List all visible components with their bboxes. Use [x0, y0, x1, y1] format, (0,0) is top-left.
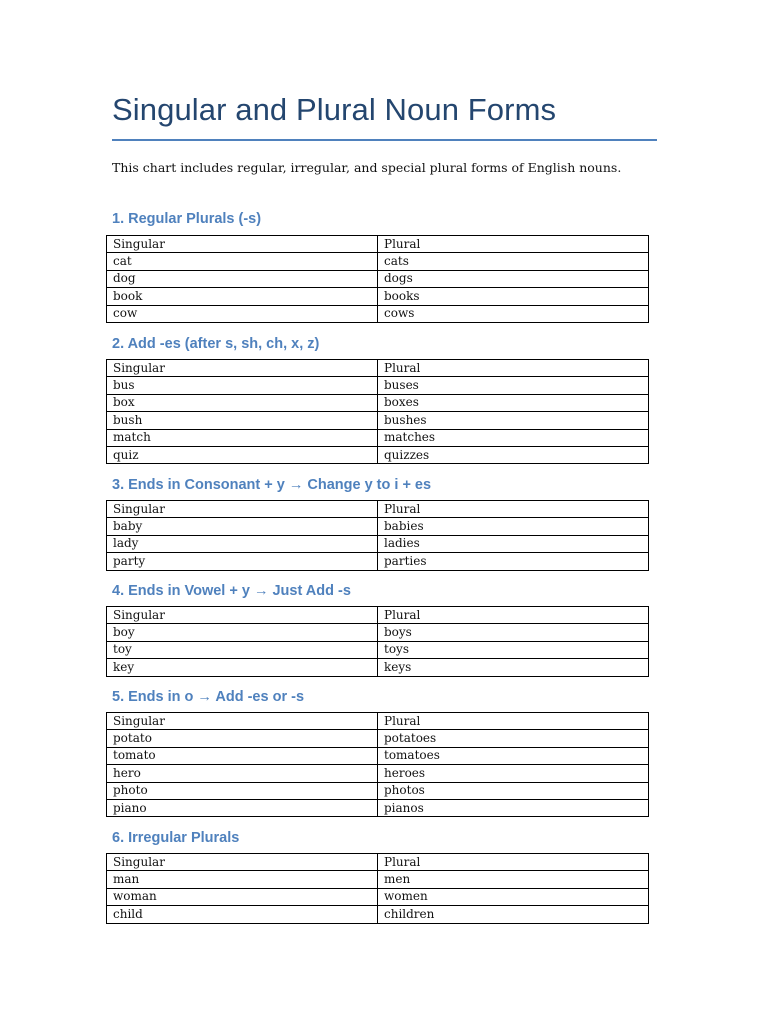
plural-cell: potatoes — [378, 730, 649, 747]
plural-cell: cows — [378, 305, 649, 322]
plural-cell: keys — [378, 659, 649, 676]
plural-cell: dogs — [378, 270, 649, 287]
singular-cell: tomato — [107, 747, 378, 764]
section-heading-regular-plurals: 1. Regular Plurals (-s) — [112, 211, 262, 227]
plural-cell: tomatoes — [378, 747, 649, 764]
table-header-row — [107, 360, 649, 377]
plural-cell: boxes — [378, 394, 649, 411]
plural-cell: women — [378, 888, 649, 905]
table-row — [107, 270, 649, 287]
plural-cell: ladies — [378, 535, 649, 552]
header-plural: Plural — [378, 854, 649, 871]
singular-cell: baby — [107, 518, 378, 535]
noun-table-ends-in-o — [106, 712, 649, 817]
table-row — [107, 799, 649, 816]
singular-cell: cow — [107, 305, 378, 322]
header-plural: Plural — [378, 713, 649, 730]
table-row — [107, 305, 649, 322]
table-row — [107, 747, 649, 764]
noun-table-consonant-y — [106, 500, 649, 571]
header-plural: Plural — [378, 607, 649, 624]
plural-cell: matches — [378, 429, 649, 446]
singular-cell: cat — [107, 253, 378, 270]
table-row — [107, 518, 649, 535]
title-underline — [112, 139, 657, 141]
table-row — [107, 730, 649, 747]
header-singular: Singular — [107, 854, 378, 871]
table-row — [107, 288, 649, 305]
table-row — [107, 429, 649, 446]
section-heading-irregular-plurals: 6. Irregular Plurals — [112, 830, 240, 846]
page-title: Singular and Plural Noun Forms — [112, 92, 557, 127]
table-row — [107, 412, 649, 429]
table-row — [107, 553, 649, 570]
noun-table-irregular-plurals — [106, 853, 649, 924]
noun-table-regular-plurals — [106, 235, 649, 323]
plural-cell: bushes — [378, 412, 649, 429]
table-row — [107, 624, 649, 641]
header-singular: Singular — [107, 236, 378, 253]
singular-cell: party — [107, 553, 378, 570]
singular-cell: match — [107, 429, 378, 446]
singular-cell: key — [107, 659, 378, 676]
singular-cell: photo — [107, 782, 378, 799]
singular-cell: lady — [107, 535, 378, 552]
singular-cell: bus — [107, 377, 378, 394]
plural-cell: books — [378, 288, 649, 305]
table-header-row — [107, 713, 649, 730]
table-header-row — [107, 501, 649, 518]
section-heading-vowel-y: 4. Ends in Vowel + y → Just Add -s — [112, 583, 351, 599]
table-row — [107, 888, 649, 905]
plural-cell: heroes — [378, 765, 649, 782]
table-row — [107, 253, 649, 270]
singular-cell: toy — [107, 641, 378, 658]
header-plural: Plural — [378, 360, 649, 377]
table-row — [107, 765, 649, 782]
singular-cell: boy — [107, 624, 378, 641]
section-heading-ends-in-o: 5. Ends in o → Add -es or -s — [112, 689, 305, 705]
header-plural: Plural — [378, 236, 649, 253]
plural-cell: toys — [378, 641, 649, 658]
singular-cell: potato — [107, 730, 378, 747]
plural-cell: buses — [378, 377, 649, 394]
plural-cell: babies — [378, 518, 649, 535]
singular-cell: box — [107, 394, 378, 411]
singular-cell: quiz — [107, 446, 378, 463]
plural-cell: children — [378, 906, 649, 923]
section-heading-consonant-y: 3. Ends in Consonant + y → Change y to i + es — [112, 477, 432, 493]
singular-cell: book — [107, 288, 378, 305]
table-header-row — [107, 854, 649, 871]
table-row — [107, 906, 649, 923]
singular-cell: man — [107, 871, 378, 888]
singular-cell: piano — [107, 799, 378, 816]
header-singular: Singular — [107, 607, 378, 624]
section-heading-add-es: 2. Add -es (after s, sh, ch, x, z) — [112, 336, 320, 352]
noun-table-add-es — [106, 359, 649, 464]
table-row — [107, 394, 649, 411]
intro-paragraph: This chart includes regular, irregular, and special plural forms of English nouns. — [112, 160, 622, 175]
singular-cell: dog — [107, 270, 378, 287]
plural-cell: men — [378, 871, 649, 888]
header-plural: Plural — [378, 501, 649, 518]
header-singular: Singular — [107, 501, 378, 518]
header-singular: Singular — [107, 713, 378, 730]
header-singular: Singular — [107, 360, 378, 377]
singular-cell: hero — [107, 765, 378, 782]
table-row — [107, 377, 649, 394]
table-row — [107, 446, 649, 463]
table-row — [107, 535, 649, 552]
plural-cell: parties — [378, 553, 649, 570]
singular-cell: child — [107, 906, 378, 923]
table-row — [107, 659, 649, 676]
table-header-row — [107, 607, 649, 624]
plural-cell: photos — [378, 782, 649, 799]
plural-cell: boys — [378, 624, 649, 641]
plural-cell: pianos — [378, 799, 649, 816]
noun-table-vowel-y — [106, 606, 649, 677]
table-row — [107, 871, 649, 888]
table-row — [107, 782, 649, 799]
table-header-row — [107, 236, 649, 253]
singular-cell: woman — [107, 888, 378, 905]
plural-cell: cats — [378, 253, 649, 270]
plural-cell: quizzes — [378, 446, 649, 463]
singular-cell: bush — [107, 412, 378, 429]
table-row — [107, 641, 649, 658]
